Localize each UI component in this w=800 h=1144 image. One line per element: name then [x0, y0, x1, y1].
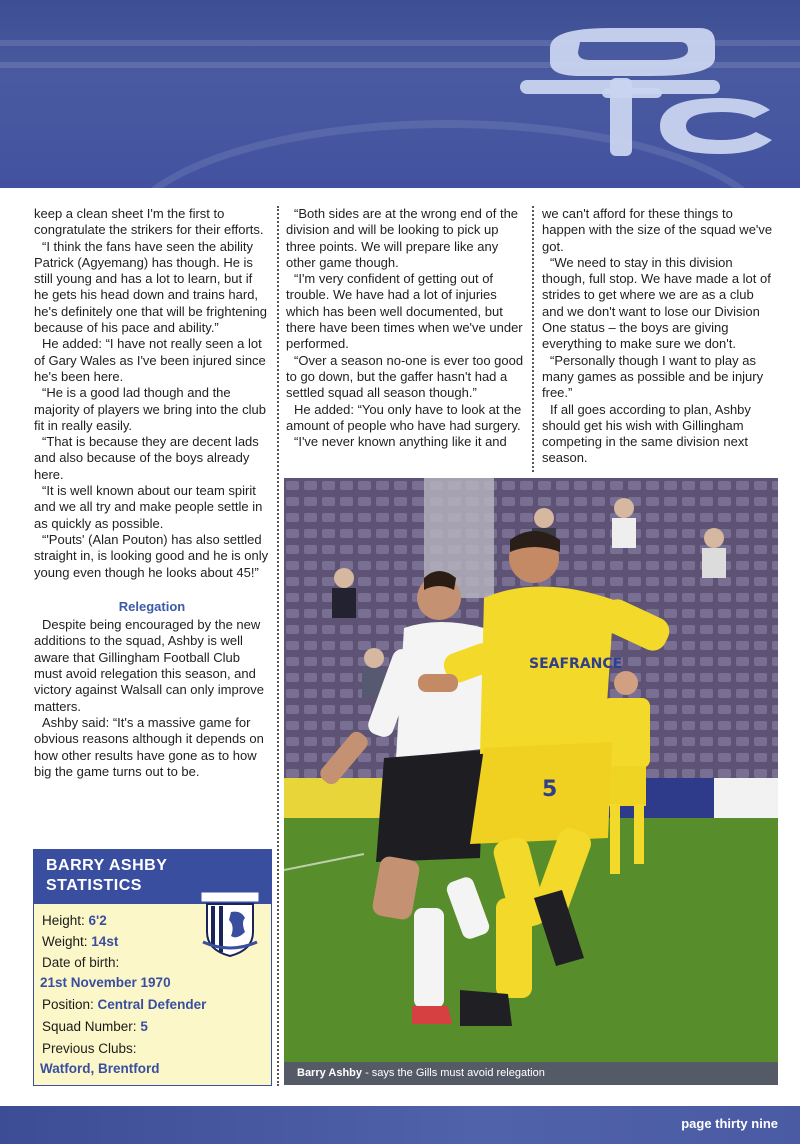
stat-weight: Weight: 14st	[42, 934, 119, 949]
paragraph: “I think the fans have seen the ability Patrick (Agyemang) has though. He is still young and has a lot to learn, but if he gets his head down and trains hard, he's definitely one that will be frightening because of his pace and ability.”	[34, 238, 268, 336]
article-column-1	[34, 206, 270, 780]
footer-bar	[0, 1106, 800, 1144]
paragraph: Ashby said: “It's a massive game for obvious reasons although it depends on how other results have gone as to how big the game turns out to be.	[34, 714, 264, 779]
article-column-2	[286, 206, 524, 450]
paragraph: “We need to stay in this division though, full stop. We have made a lot of strides to get where we are as a club and we don't want to lose our Division One status – the boys are giving everything to make sure we don't.	[542, 254, 771, 352]
paragraph: “That is because they are decent lads and also because of the boys already here.	[34, 434, 259, 482]
paragraph: If all goes according to plan, Ashby should get his wish with Gillingham competing in the same division next season.	[542, 401, 751, 466]
stat-height: Height: 6'2	[42, 913, 107, 928]
article-column-3	[542, 206, 778, 467]
paragraph: He added: “You only have to look at the amount of people who have had surgery.	[286, 401, 522, 433]
gillingham-crest-icon	[201, 892, 259, 958]
stat-clubs-label: Previous Clubs:	[42, 1041, 137, 1056]
gfc-logo	[510, 18, 790, 168]
paragraph: “'Pouts' (Alan Pouton) has also settled straight in, is looking good and he is only young even though he looks about 45!”	[34, 531, 269, 580]
paragraph: we can't afford for these things to happen with the size of the squad we've got.	[542, 206, 773, 254]
stat-squad-number: Squad Number: 5	[42, 1019, 148, 1034]
column-divider	[277, 206, 279, 1086]
photo-caption	[284, 1062, 778, 1085]
paragraph: “He is a good lad though and the majority of players we bring into the club fit in really easily.	[34, 385, 266, 433]
stat-clubs-value: Watford, Brentford	[40, 1061, 160, 1076]
stats-title-name: BARRY ASHBY	[46, 857, 168, 874]
paragraph: “I'm very confident of getting out of trouble. We have had a lot of injuries which has been well documented, but there have been times when we've under performed.	[286, 271, 523, 352]
paragraph: He added: “I have not really seen a lot of Gary Wales as I've been injured since he's been here.	[34, 336, 266, 384]
stat-position: Position: Central Defender	[42, 997, 207, 1012]
relegation-heading: Relegation	[118, 598, 186, 614]
paragraph: keep a clean sheet I'm the first to congratulate the strikers for their efforts.	[34, 206, 264, 238]
svg-text:SEAFRANCE: SEAFRANCE	[529, 656, 623, 672]
caption-text: - says the Gills must avoid relegation	[362, 1067, 545, 1079]
page-number: page thirty nine	[681, 1116, 778, 1131]
stats-title-label: STATISTICS	[46, 877, 142, 894]
svg-text:5: 5	[542, 777, 558, 802]
player-stats-box	[33, 849, 272, 1086]
match-photo-illustration	[284, 478, 778, 1085]
column-divider	[532, 206, 534, 472]
paragraph: “Personally though I want to play as many games as possible and be injury free.”	[542, 352, 764, 401]
paragraph: “I've never known anything like it and	[294, 434, 507, 450]
caption-name: Barry Ashby	[297, 1067, 363, 1079]
match-photo	[284, 478, 778, 1085]
paragraph: “Over a season no-one is ever too good to go down, but the gaffer hasn't had a settled squad all season though.”	[286, 352, 524, 401]
stat-dob-value: 21st November 1970	[40, 975, 171, 990]
header-banner	[0, 0, 800, 188]
paragraph: “Both sides are at the wrong end of the division and will be looking to pick up three points. We will prepare like any other game though.	[286, 206, 519, 270]
paragraph: “It is well known about our team spirit and we all try and make people settle in as quickly as possible.	[34, 483, 263, 531]
stat-dob-label: Date of birth:	[42, 955, 120, 970]
paragraph: Despite being encouraged by the new additions to the squad, Ashby is well aware that Gillingham Football Club must avoid relegation this season, and victory against Walsall can only improve matters.	[34, 617, 264, 714]
